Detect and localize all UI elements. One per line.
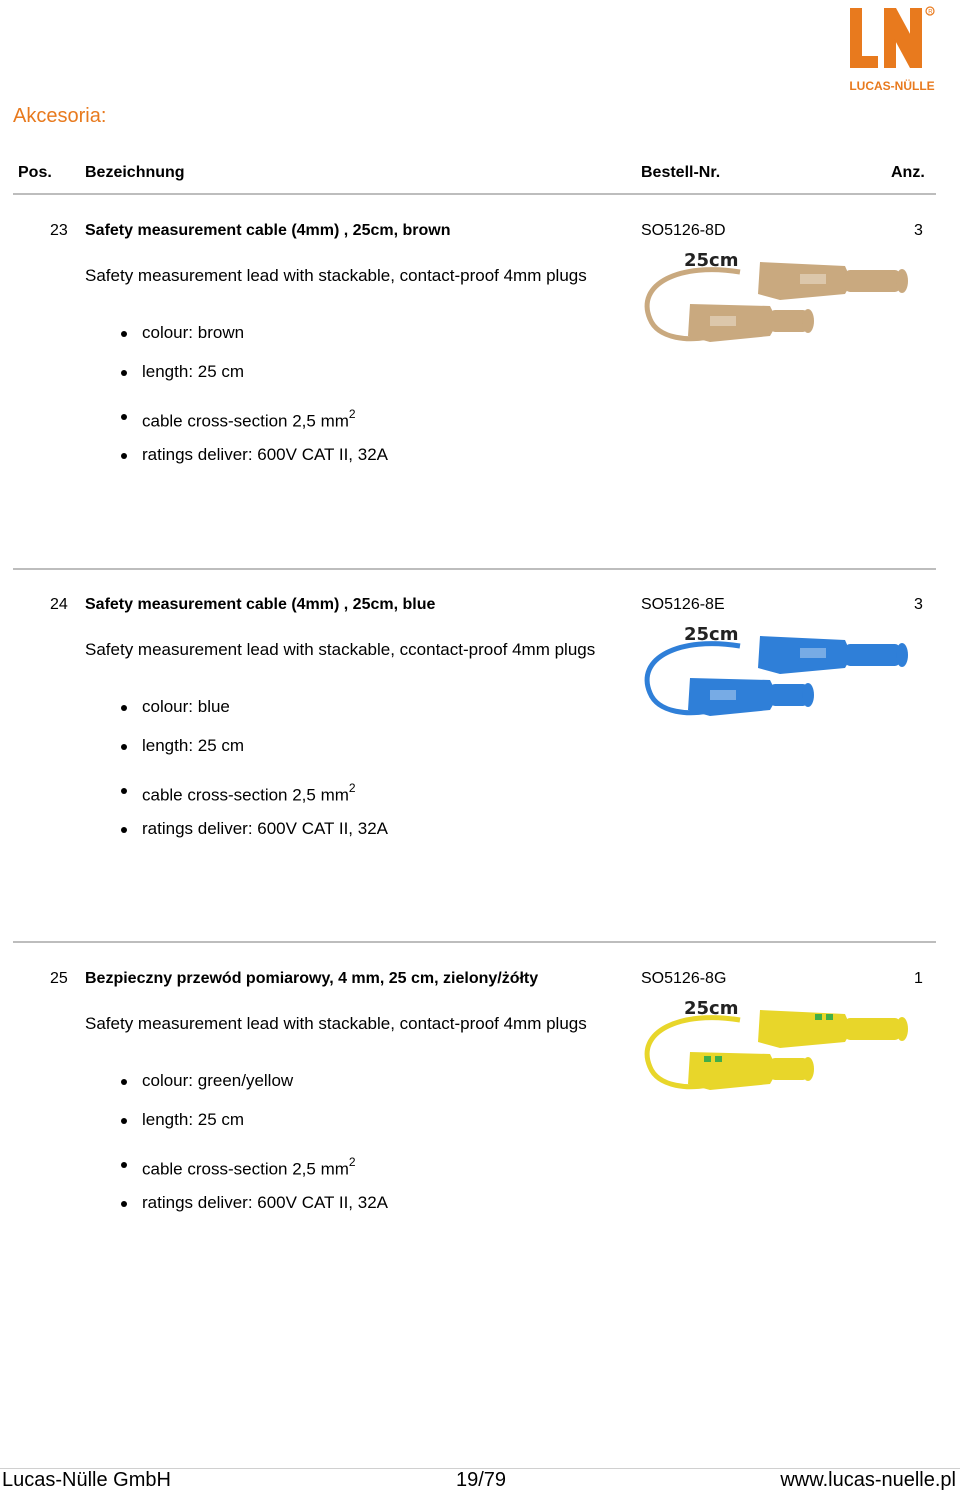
accessory-item: [0, 596, 960, 956]
header-divider: [13, 193, 936, 195]
spec-length: length: 25 cm: [85, 1109, 388, 1148]
item-description: Safety measurement lead with stackable, contact-proof 4mm plugs: [85, 1014, 587, 1033]
item-description: Safety measurement lead with stackable, ccontact-proof 4mm plugs: [85, 640, 596, 659]
item-pos: 24: [50, 596, 68, 613]
cable-image: [640, 992, 915, 1097]
item-description: Safety measurement lead with stackable, contact-proof 4mm plugs: [85, 266, 587, 285]
item-specs: [85, 322, 388, 483]
spec-colour: colour: blue: [85, 696, 388, 735]
svg-text:25cm: 25cm: [684, 250, 739, 271]
item-qty: 1: [914, 970, 923, 987]
lucas-nuelle-logo: [846, 6, 938, 96]
header-qty: Anz.: [891, 164, 925, 181]
item-title: Safety measurement cable (4mm) , 25cm, brown: [85, 222, 451, 239]
spec-cross-section: cable cross-section 2,5 $mm^2$: [85, 400, 388, 444]
cable-image: [640, 244, 915, 349]
spec-colour: colour: green/yellow: [85, 1070, 388, 1109]
item-order-no: SO5126-8E: [641, 596, 725, 613]
item-divider: [13, 568, 936, 570]
item-qty: 3: [914, 596, 923, 613]
header-name: Bezeichnung: [85, 164, 185, 181]
svg-text:R: R: [928, 9, 933, 16]
item-pos: 23: [50, 222, 68, 239]
spec-length: length: 25 cm: [85, 735, 388, 774]
section-title: Akcesoria:: [13, 105, 107, 127]
item-specs: [85, 1070, 388, 1231]
footer-page-number: 19/79: [456, 1469, 507, 1491]
header-order-no: Bestell-Nr.: [641, 164, 721, 181]
item-specs: [85, 696, 388, 857]
svg-text:25cm: 25cm: [684, 998, 739, 1019]
item-pos: 25: [50, 970, 68, 987]
item-qty: 3: [914, 222, 923, 239]
spec-cross-section: cable cross-section 2,5 $mm^2$: [85, 774, 388, 818]
footer-company: Lucas-Nülle GmbH: [2, 1469, 171, 1491]
header-pos: Pos.: [18, 164, 52, 181]
spec-ratings: ratings deliver: 600V CAT II, 32A: [85, 444, 388, 483]
accessory-item: [0, 970, 960, 1330]
item-order-no: SO5126-8G: [641, 970, 727, 987]
logo-text: LUCAS-NÜLLE: [849, 79, 935, 93]
spec-cross-section: cable cross-section 2,5 $mm^2$: [85, 1148, 388, 1192]
item-title: Bezpieczny przewód pomiarowy, 4 mm, 25 cm, zielony/żółty: [85, 970, 539, 987]
spec-length: length: 25 cm: [85, 361, 388, 400]
item-order-no: SO5126-8D: [641, 222, 726, 239]
item-divider: [13, 941, 936, 943]
cable-image: [640, 618, 915, 723]
accessory-item: [0, 222, 960, 582]
spec-ratings: ratings deliver: 600V CAT II, 32A: [85, 1192, 388, 1231]
spec-ratings: ratings deliver: 600V CAT II, 32A: [85, 818, 388, 857]
item-title: Safety measurement cable (4mm) , 25cm, blue: [85, 596, 436, 613]
spec-colour: colour: brown: [85, 322, 388, 361]
svg-text:25cm: 25cm: [684, 624, 739, 645]
footer-website[interactable]: www.lucas-nuelle.pl: [780, 1469, 956, 1491]
